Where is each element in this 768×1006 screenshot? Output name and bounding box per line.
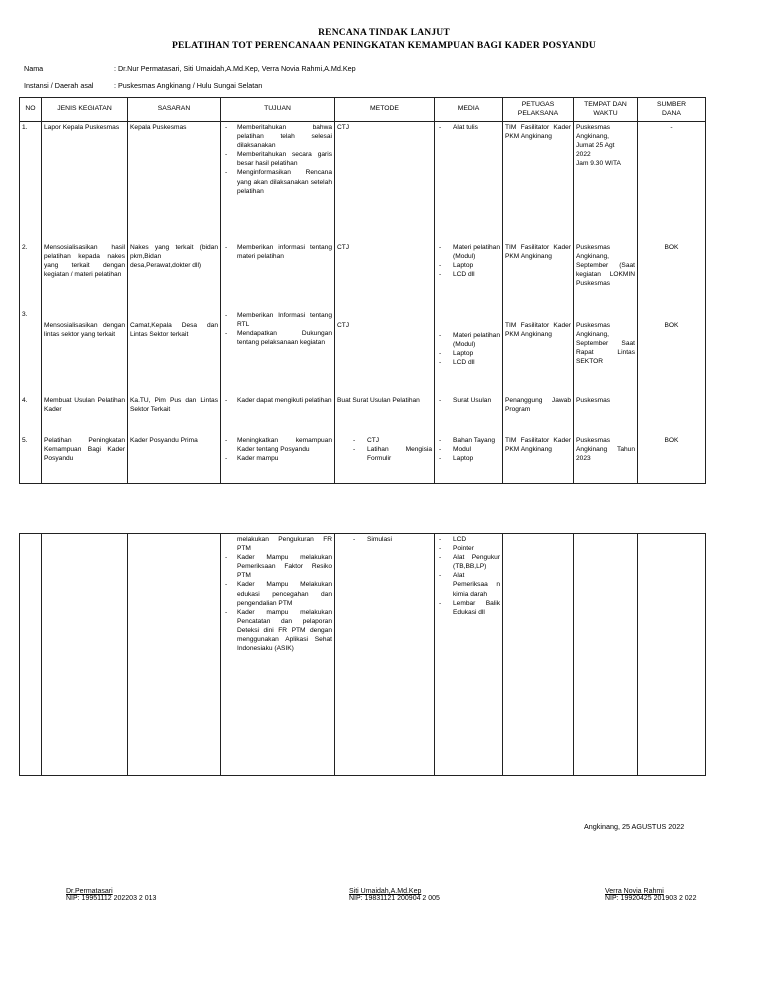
cont-cell-petugas [503,534,574,776]
cont-cell-no [20,534,42,776]
tujuan-item: - Mendapatkan Dukungan tentang pelaksanaan kegiatan [223,329,332,347]
document-title: RENCANA TINDAK LANJUT [318,28,450,38]
nama-value: : Dr.Nur Permatasari, Siti Umaidah,A.Md.Kep, Verra Novia Rahmi,A.Md.Kep [114,64,356,73]
row4-tujuan-list [223,396,332,405]
row3-tempat: Puskesmas Angkinang, September Saat Rapat Lintas SEKTOR [576,322,635,366]
row4-sumber [640,396,703,436]
cont-tujuan-list [223,553,332,653]
row3-petugas: TIM Fasilitator Kader PKM Angkinang [505,322,571,339]
row5-petugas: TIM Fasilitator Kader PKM Angkinang [505,437,571,454]
tujuan-item: - Kader mampu melakukan Pencatatan dan pelaporan Deteksi dini FR PTM dengan menggunakan Aplikasi Sehat Indonesiaku (ASIK) [223,608,332,653]
row3-no: 3. [22,311,28,318]
media-item: - Laptop [437,349,500,358]
row2-jenis: Mensosialisasikan hasil pelatihan kepada nakes yang terkait dengan kegiatan / materi pelatihan [44,244,125,279]
cont-cell-media [435,534,503,776]
media-item: - Surat Usulan [437,396,500,405]
tujuan-item: - Meningkatkan kemampuan Kader tentang Posyandu [223,436,332,454]
cell-tujuan [221,122,335,484]
row1-petugas: TIM Fasilitator Kader PKM Angkinang [505,124,571,141]
tujuan-item: - Memberitahukan bahwa pelatihan telah selesai dilaksanakan [223,123,332,150]
tujuan-item: - Memberikan Informasi tentang RTL [223,311,332,329]
row4-media-list [437,396,500,405]
instansi-row [24,81,262,90]
tujuan-item: - Memberitahukan secara garis besar hasil pelatihan [223,150,332,168]
signatory-nip: NIP: 19920425 201903 2 022 [605,895,697,902]
row1-sasaran: Kepala Puskesmas [130,124,187,131]
cont-cell-tempat [574,534,638,776]
signature-block-1 [66,888,156,902]
signing-date: Angkinang, 25 AGUSTUS 2022 [584,822,685,831]
col-header-jenis: JENIS KEGIATAN [42,98,128,122]
table-body-row [20,122,706,484]
metode-item: - CTJ [351,436,432,445]
instansi-label: Instansi / Daerah asal [24,81,94,90]
tujuan-item: - Kader dapat mengikuti pelatihan [223,396,332,405]
row2-tempat: Puskesmas Angkinang, September (Saat kegiatan LOKMIN Puskesmas [576,244,635,288]
signatory-name: Siti Umaidah,A.Md.Kep [349,888,422,895]
media-item: - Materi pelatihan (Modul) [437,331,500,349]
row2-metode: CTJ [337,244,350,251]
cell-sumber [638,122,706,484]
row1-jenis: Lapor Kepala Puskesmas [44,124,120,131]
col-header-sasaran: SASARAN [128,98,221,122]
row4-petugas: Penanggung Jawab Program [505,397,571,414]
row2-media-list [437,243,500,279]
row4-no: 4. [22,397,28,404]
media-item: - LCD dll [437,358,500,367]
col-header-media: MEDIA [435,98,503,122]
signature-block-3 [605,888,696,902]
cell-tempat [574,122,638,484]
col-header-sumber: SUMBER DANA [638,98,706,122]
media-item: - Modul [437,445,500,454]
row5-tujuan-list [223,436,332,463]
media-item: - Materi pelatihan (Modul) [437,243,500,261]
col-header-tempat: TEMPAT DAN WAKTU [574,98,638,122]
signatory-name: Verra Novia Rahmi [605,888,664,895]
media-item: - Laptop [437,454,500,463]
table-continued-row [20,534,706,776]
cont-cell-metode [335,534,435,776]
row3-jenis: Mensosialisasikan dengan lintas sektor yang terkait [44,322,125,339]
cont-cell-jenis [42,534,128,776]
row5-sumber: BOK [664,437,679,444]
signatory-name: Dr.Permatasari [66,888,113,895]
row2-tujuan-list [223,243,332,261]
col-header-metode: METODE [335,98,435,122]
row4-sasaran: Ka.TU, Pim Pus dan Lintas Sektor Terkait [130,397,218,414]
cell-metode [335,122,435,484]
cell-no [20,122,42,484]
tujuan-item: - Memberikan informasi tentang materi pelatihan [223,243,332,261]
document-subtitle: PELATIHAN TOT PERENCANAAN PENINGKATAN KEMAMPUAN BAGI KADER POSYANDU [172,41,596,51]
media-item: - Alat Pemeriksaa n kimia darah [437,571,500,598]
tujuan-item: - Kader Mampu melakukan Pemeriksaan Faktor Resiko PTM [223,553,332,580]
instansi-value: : Puskesmas Angkinang / Hulu Sungai Selatan [114,81,263,90]
cell-media [435,122,503,484]
cont-media-list [437,535,500,617]
row1-tujuan-list [223,123,332,196]
nama-row [24,64,356,73]
row1-tempat: Puskesmas Angkinang, Jumat 25 Agt 2022 Jam 9.30 WITA [576,124,621,168]
row3-media-list [437,331,500,367]
row4-jenis: Membuat Usulan Pelatihan Kader [44,397,125,414]
tujuan-item: - Kader mampu [223,454,332,463]
row1-metode: CTJ [337,124,350,131]
row1-no: 1. [22,124,28,131]
cell-sasaran [128,122,221,484]
media-item: - Alat Pengukur (TB,BB,LP) [437,553,500,571]
cont-metode-list [337,535,432,544]
cont-tujuan-lead: melakukan Pengukuran FR PTM [237,536,332,553]
signatory-nip: NIP: 19951112 202203 2 013 [66,895,157,902]
row4-metode: Buat Surat Usulan Pelatihan [337,397,420,404]
cont-cell-sasaran [128,534,221,776]
media-item: - Bahan Tayang [437,436,500,445]
row2-no: 2. [22,244,28,251]
media-item: - Pointer [437,544,500,553]
cont-cell-sumber [638,534,706,776]
row4-tempat: Puskesmas [576,397,611,404]
col-header-no: NO [20,98,42,122]
rtl-table [19,97,706,484]
media-item: - LCD dll [437,270,500,279]
row3-metode: CTJ [337,322,350,329]
row3-tujuan-list [223,311,332,347]
media-item: - LCD [437,535,500,544]
row1-sumber: - [670,124,673,131]
row5-metode-list [337,436,432,463]
tujuan-item: - Menginformasikan Rencana yang akan dilaksanakan setelah pelatihan [223,168,332,195]
metode-item: - Latihan Mengisia Formulir [351,445,432,463]
col-header-tujuan: TUJUAN [221,98,335,122]
table-header-row [20,98,706,122]
row5-media-list [437,436,500,463]
row1-media-list [437,123,500,132]
col-header-petugas: PETUGAS PELAKSANA [503,98,574,122]
row2-petugas: TIM Fasilitator Kader PKM Angkinang [505,244,571,261]
rtl-table-continued [19,533,706,776]
row3-sumber: BOK [664,322,679,329]
media-item: - Laptop [437,261,500,270]
signature-block-2 [349,888,440,902]
tujuan-item: - Kader Mampu Melakukan edukasi pencegahan dan pengendalian PTM [223,580,332,607]
row3-sasaran: Camat,Kepala Desa dan Lintas Sektor terkait [130,322,218,339]
metode-item: - Simulasi [351,535,432,544]
row5-sasaran: Kader Posyandu Prima [130,437,198,444]
media-item: - Lembar Balik Edukasi dll [437,599,500,617]
row2-sasaran: Nakes yang terkait (bidan pkm,Bidan desa,Perawat,dokter dll) [130,244,218,270]
cell-petugas [503,122,574,484]
media-item: - Alat tulis [437,123,500,132]
cont-cell-tujuan [221,534,335,776]
row5-jenis: Pelatihan Peningkatan Kemampuan Bagi Kader Posyandu [44,437,125,463]
signatory-nip: NIP: 19831121 200904 2 005 [349,895,440,902]
row2-sumber: BOK [664,244,679,251]
row5-no: 5. [22,437,28,444]
cell-jenis [42,122,128,484]
row5-tempat: Puskesmas Angkinang Tahun 2023 [576,437,635,463]
nama-label: Nama [24,64,44,73]
